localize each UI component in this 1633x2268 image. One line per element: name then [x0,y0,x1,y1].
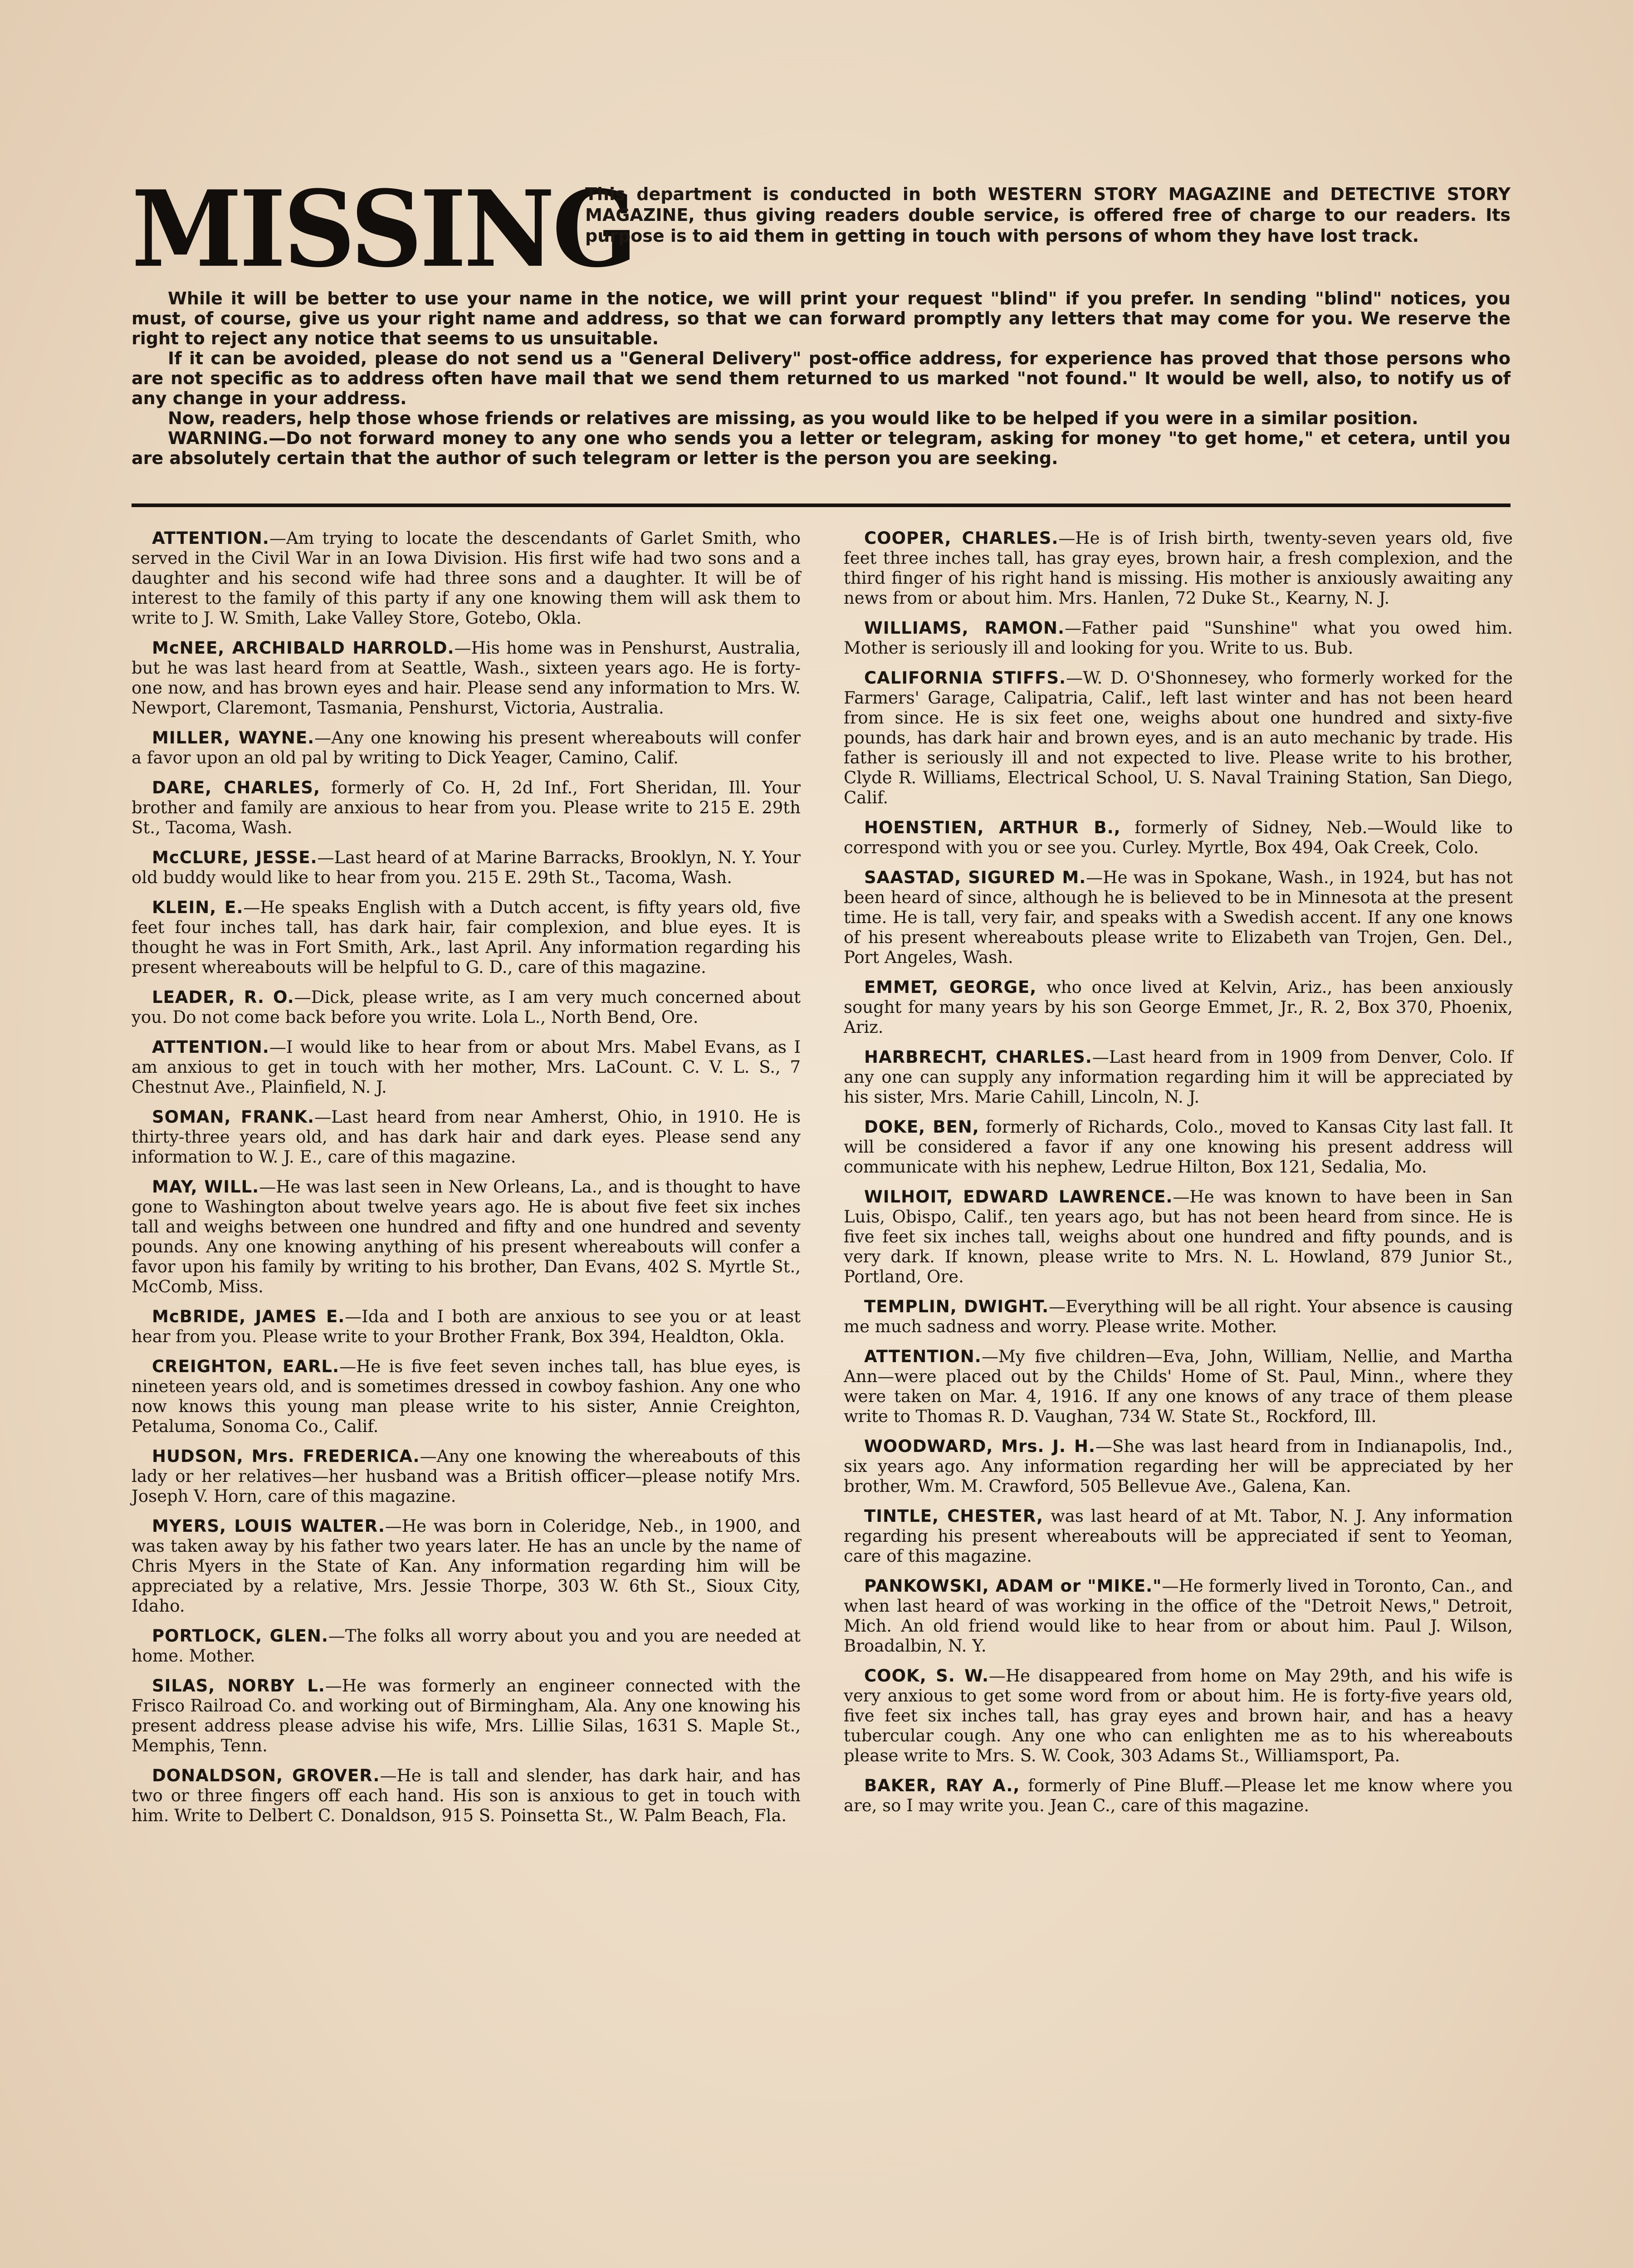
notice-text: —He was born in Coleridge, Neb., in 1900, and was taken away by his father two years later. He has an uncle by the name of Chris Myers in the State of Kan. Any information regarding him will be appreciated by a relative, Mrs. Jessie Thorpe, 303 W. 6th St., Sioux City, Idaho. [132,1516,801,1616]
notice-name: SOMAN, FRANK. [152,1107,315,1127]
header-divider [132,503,1511,507]
notice-text: —Am trying to locate the descendants of Garlet Smith, who served in the Civil War in an Iowa Division. His first wife had two sons and a daughter and his second wife had three sons and a daughter. It will be of interest to the family of this party if any one knowing them will ask them to write to J. W. Smith, Lake Valley Store, Gotebo, Okla. [132,528,801,628]
intro-first-paragraph [585,184,1511,246]
missing-notice [132,898,801,978]
notice-text: formerly of Co. H, 2d Inf., Fort Sheridan, Ill. Your brother and family are anxious to hear from you. Please write to 215 E. 29th St., Tacoma, Wash. [132,778,801,837]
page-title: MISSING [132,167,635,291]
missing-notice [844,1187,1513,1287]
missing-notice [132,1357,801,1437]
notice-text: —He is five feet seven inches tall, has blue eyes, is nineteen years old, and is sometimes dressed in cowboy fashion. Any one who now knows this young man please write to his sister, Annie Creighton, Petaluma, Sonoma Co., Calif. [132,1357,801,1436]
missing-notice [132,1107,801,1167]
notice-name: SILAS, NORBY L. [152,1676,325,1696]
missing-notice [844,868,1513,968]
missing-notice [844,1776,1513,1816]
notice-name: LEADER, R. O. [152,987,294,1007]
missing-notice [844,978,1513,1037]
notice-text: —He disappeared from home on May 29th, and his wife is very anxious to get some word from or about him. He is forty-five years old, five feet six inches tall, has gray eyes and brown hair, and has a heavy tubercular cough. Any one who can enlighten me as to his whereabouts please write to Mrs. S. W. Cook, 303 Adams St., Williamsport, Pa. [844,1666,1513,1765]
notice-text: —She was last heard from in Indianapolis, Ind., six years ago. Any information regarding her will be appreciated by her brother, Wm. M. Crawford, 505 Bellevue Ave., Galena, Kan. [844,1437,1513,1496]
missing-notice [132,1766,801,1826]
notice-name: WILHOIT, EDWARD LAWRENCE. [864,1187,1173,1207]
intro-paragraph: If it can be avoided, please do not send us a "General Delivery" post-office address, for experience has proved that those persons who are not specific as to address often have mail that we send them returned to us marked "not found." It would be well, also, to notify us of any change in your address. [132,348,1511,408]
notice-text: —He was in Spokane, Wash., in 1924, but has not been heard of since, although he is believed to be in Minnesota at the present time. He is tall, very fair, and speaks with a Swedish accent. If any one knows of his present whereabouts please write to Elizabeth van Trojen, Gen. Del., Port Angeles, Wash. [844,868,1513,967]
notice-name: COOK, S. W. [864,1666,989,1686]
notice-name: HUDSON, Mrs. FREDERICA. [152,1447,420,1466]
notice-text: —Dick, please write, as I am very much concerned about you. Do not come back before you write. Lola L., North Bend, Ore. [132,987,801,1027]
notice-name: ATTENTION. [152,528,269,548]
intro-paragraphs [132,288,1511,468]
notice-name: TEMPLIN, DWIGHT. [864,1297,1049,1316]
notice-text: —He was known to have been in San Luis, Obispo, Calif., ten years ago, but has not been heard from since. He is five feet six inches tall, weighs about one hundred and fifty pounds, and is very dark. If known, please write to Mrs. N. L. Howland, 879 Junior St., Portland, Ore. [844,1187,1513,1286]
intro-paragraph: Now, readers, help those whose friends or relatives are missing, as you would like to be helped if you were in a similar position. [168,408,1418,428]
missing-notice [844,1117,1513,1177]
missing-notice [132,728,801,768]
missing-notice [844,1297,1513,1337]
notice-name: TINTLE, CHESTER, [864,1506,1044,1526]
notice-text: —Last heard of at Marine Barracks, Brooklyn, N. Y. Your old buddy would like to hear from you. 215 E. 29th St., Tacoma, Wash. [132,848,801,887]
notice-text: —Father paid "Sunshine" what you owed him. Mother is seriously ill and looking for you. Write to us. Bub. [844,618,1513,658]
missing-notice [844,1666,1513,1766]
missing-notice [132,1626,801,1666]
missing-notice [844,1506,1513,1566]
notice-text: —Any one knowing the whereabouts of this lady or her relatives—her husband was a British officer—please notify Mrs. Joseph V. Horn, care of this magazine. [132,1447,801,1506]
notice-name: PORTLOCK, GLEN. [152,1626,328,1646]
notice-name: DOKE, BEN, [864,1117,979,1137]
notice-text: —He was last seen in New Orleans, La., and is thought to have gone to Washington about twelve years ago. He is about five feet six inches tall and weighs between one hundred and fifty and one hundred and seventy pounds. Any one knowing anything of his present whereabouts will confer a favor upon his family by writing to his brother, Dan Evans, 402 S. Myrtle St., McComb, Miss. [132,1177,801,1296]
notice-name: CALIFORNIA STIFFS. [864,668,1066,688]
missing-notice [132,1037,801,1097]
notice-name: COOPER, CHARLES. [864,528,1059,548]
notice-text: —Everything will be all right. Your absence is causing me much sadness and worry. Please write. Mother. [844,1297,1513,1336]
missing-notice [844,1576,1513,1656]
missing-notice [844,1047,1513,1107]
notice-name: KLEIN, E. [152,898,244,917]
notice-text: —He was formerly an engineer connected with the Frisco Railroad Co. and working out of Birmingham, Ala. Any one knowing his present address please advise his wife, Mrs. Lillie Silas, 1631 S. Maple St., Memphis, Tenn. [132,1676,801,1755]
notice-text: —He formerly lived in Toronto, Can., and when last heard of was working in the office of the "Detroit News," Detroit, Mich. An old friend would like to hear from or about him. Paul J. Wilson, Broadalbin, N. Y. [844,1576,1513,1656]
missing-notice [844,818,1513,858]
notice-name: HOENSTIEN, ARTHUR B., [864,818,1121,837]
notice-name: PANKOWSKI, ADAM or "MIKE." [864,1576,1162,1596]
notice-name: CREIGHTON, EARL. [152,1357,340,1376]
missing-notice [132,1307,801,1347]
notice-name: BAKER, RAY A., [864,1776,1020,1795]
notice-text: —His home was in Penshurst, Australia, but he was last heard from at Seattle, Wash., sixteen years ago. He is forty-one now, and has brown eyes and hair. Please send any information to Mrs. W. Newport, Claremont, Tasmania, Penshurst, Victoria, Australia. [132,638,801,718]
notice-text: was last heard of at Mt. Tabor, N. J. Any information regarding his present whereabouts will be appreciated if sent to Yeoman, care of this magazine. [844,1506,1513,1566]
right-column [844,528,1513,1826]
missing-header [132,167,1511,494]
missing-notice [844,528,1513,608]
notice-text: —Any one knowing his present whereabouts will confer a favor upon an old pal by writing to Dick Yeager, Camino, Calif. [132,728,801,767]
missing-notice [844,1437,1513,1496]
notice-text: formerly of Sidney, Neb.—Would like to correspond with you or see you. Curley. Myrtle, Box 494, Oak Creek, Colo. [844,818,1513,857]
notice-name: DARE, CHARLES, [152,778,321,797]
notice-text: —He is tall and slender, has dark hair, and has two or three fingers off each hand. His son is anxious to get in touch with him. Write to Delbert C. Donaldson, 915 S. Poinsetta St., W. Palm Beach, Fla. [132,1766,801,1825]
missing-notice [132,987,801,1027]
notice-text: formerly of Pine Bluff.—Please let me know where you are, so I may write you. Jean C., care of this magazine. [844,1776,1513,1815]
notice-name: MYERS, LOUIS WALTER. [152,1516,385,1536]
missing-notice [132,1447,801,1506]
notice-name: SAASTAD, SIGURED M. [864,868,1086,887]
notice-name: WILLIAMS, RAMON. [864,618,1065,638]
notice-name: McNEE, ARCHIBALD HARROLD. [152,638,455,658]
missing-notice [132,638,801,718]
missing-notice [132,1177,801,1297]
missing-notice [844,1347,1513,1427]
missing-notice [132,778,801,838]
notice-text: —I would like to hear from or about Mrs. Mabel Evans, as I am anxious to get in touch with her mother, Mrs. LaCount. C. V. L. S., 7 Chestnut Ave., Plainfield, N. J. [132,1037,801,1097]
notice-text: formerly of Richards, Colo., moved to Kansas City last fall. It will be considered a favor if any one knowing his present address will communicate with his nephew, Ledrue Hilton, Box 121, Sedalia, Mo. [844,1117,1513,1177]
missing-notice [132,848,801,888]
missing-notice [844,618,1513,658]
left-column [132,528,801,1836]
missing-notice [132,1516,801,1616]
notice-text: —He speaks English with a Dutch accent, is fifty years old, five feet four inches tall, has dark hair, fair complexion, and blue eyes. It is thought he was in Fort Smith, Ark., last April. Any information regarding his present whereabouts will be helpful to G. D., care of this magazine. [132,898,801,977]
warning-paragraph: WARNING.—Do not forward money to any one who sends you a letter or telegram, asking for money "to get home," et cetera, until you are absolutely certain that the author of such telegram or letter is the person you are seeking. [132,428,1511,468]
missing-notice [844,668,1513,808]
notice-name: EMMET, GEORGE, [864,978,1037,997]
notice-name: HARBRECHT, CHARLES. [864,1047,1092,1067]
intro-paragraph: While it will be better to use your name in the notice, we will print your request "blind" if you prefer. In sending "blind" notices, you must, of course, give us your right name and address, so that we can forward promptly any letters that may come for you. We reserve the right to reject any notice that seems to us unsuitable. [132,288,1511,348]
notice-name: MAY, WILL. [152,1177,259,1197]
missing-notice [132,528,801,628]
notice-text: —W. D. O'Shonnesey, who formerly worked for the Farmers' Garage, Calipatria, Calif., left last winter and has not been heard from since. He is six feet one, weighs about one hundred and sixty-five pounds, has dark hair and brown eyes, and is an auto mechanic by trade. His father is seriously ill and not expected to live. Please write to his brother, Clyde R. Williams, Electrical School, U. S. Naval Training Station, San Diego, Calif. [844,668,1513,807]
notice-text: —Last heard from near Amherst, Ohio, in 1910. He is thirty-three years old, and has dark hair and dark eyes. Please send any information to W. J. E., care of this magazine. [132,1107,801,1167]
notice-text: —He is of Irish birth, twenty-seven years old, five feet three inches tall, has gray eyes, brown hair, a fresh complexion, and the third finger of his right hand is missing. His mother is anxiously awaiting any news from or about him. Mrs. Hanlen, 72 Duke St., Kearny, N. J. [844,528,1513,608]
notice-text: —The folks all worry about you and you are needed at home. Mother. [132,1626,801,1666]
notice-text: who once lived at Kelvin, Ariz., has been anxiously sought for many years by his son George Emmet, Jr., R. 2, Box 370, Phoenix, Ariz. [844,978,1513,1037]
notice-name: DONALDSON, GROVER. [152,1766,380,1785]
notice-name: McCLURE, JESSE. [152,848,318,867]
notice-name: McBRIDE, JAMES E. [152,1307,345,1326]
notice-text: —Last heard from in 1909 from Denver, Colo. If any one can supply any information regarding him it will be appreciated by his sister, Mrs. Marie Cahill, Lincoln, N. J. [844,1047,1513,1107]
notice-text: —My five children—Eva, John, William, Nellie, and Martha Ann—were placed out by the Childs' Home of St. Paul, Minn., where they were taken on Mar. 4, 1916. If any one knows of any trace of them please write to Thomas R. D. Vaughan, 734 W. State St., Rockford, Ill. [844,1347,1513,1426]
notice-name: ATTENTION. [152,1037,269,1057]
notice-text: —Ida and I both are anxious to see you or at least hear from you. Please write to your Brother Frank, Box 394, Healdton, Okla. [132,1307,801,1346]
missing-notice [132,1676,801,1756]
notice-name: ATTENTION. [864,1347,982,1366]
intro-text: This department is conducted in both WESTERN STORY MAGAZINE and DETECTIVE STORY MAGAZINE, thus giving readers double service, is offered free of charge to our readers. Its purpose is to aid them in getting in touch with persons of whom they have lost track. [585,184,1511,246]
notice-name: MILLER, WAYNE. [152,728,315,748]
notice-name: WOODWARD, Mrs. J. H. [864,1437,1095,1456]
